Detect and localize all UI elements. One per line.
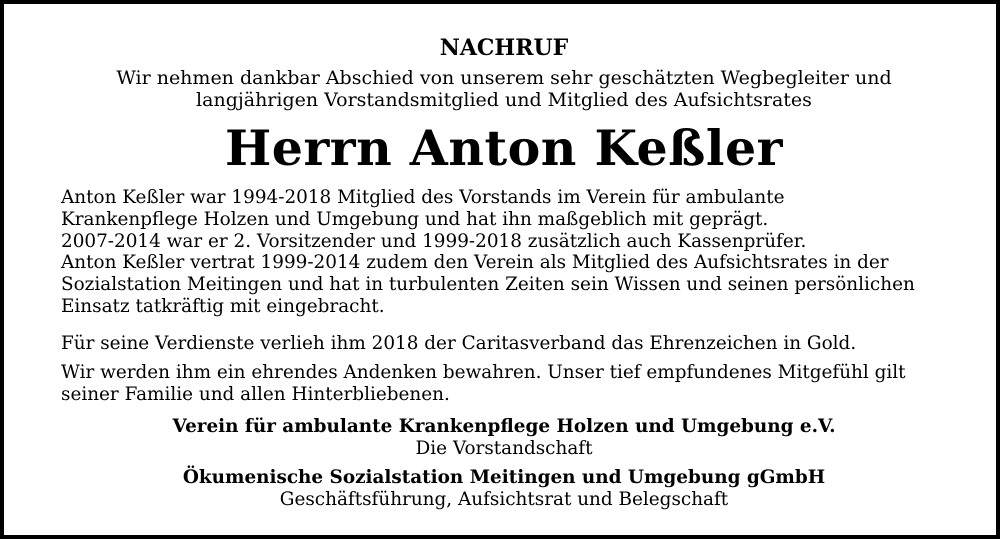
paragraph-line: Einsatz tatkräftig mit eingebracht. bbox=[61, 295, 385, 317]
paragraph-line: 2007-2014 war er 2. Vorsitzender und 1999-2018 zusätzlich auch Kassenprüfer. bbox=[61, 230, 807, 252]
honors-paragraph bbox=[61, 333, 961, 355]
paragraph-line: Sozialstation Meitingen und hat in turbulenten Zeiten sein Wissen und seinen persönlichen bbox=[61, 274, 915, 296]
intro-line: Wir nehmen dankbar Abschied von unserem sehr geschätzten Wegbegleiter und bbox=[116, 67, 892, 89]
paragraph-line: seiner Familie und allen Hinterbliebenen. bbox=[61, 383, 450, 405]
paragraph-line: Anton Keßler war 1994-2018 Mitglied des Vorstands im Verein für ambulante bbox=[61, 187, 785, 208]
paragraph-line: Für seine Verdienste verlieh ihm 2018 der Caritasverband das Ehrenzeichen in Gold. bbox=[61, 333, 857, 354]
intro-text bbox=[4, 67, 1000, 111]
intro-line: langjährigen Vorstandsmitglied und Mitglied des Aufsichtsrates bbox=[196, 89, 812, 111]
signature-group: Geschäftsführung, Aufsichtsrat und Belegschaft bbox=[279, 489, 729, 510]
signature-block bbox=[4, 467, 1000, 511]
paragraph-line: Anton Keßler vertrat 1999-2014 zudem den Verein als Mitglied des Aufsichtsrates in der bbox=[61, 252, 889, 274]
signature-group: Die Vorstandschaft bbox=[415, 438, 593, 459]
deceased-name: Herrn Anton Keßler bbox=[225, 119, 783, 177]
paragraph-line: Wir werden ihm ein ehrendes Andenken bewahren. Unser tief empfundenes Mitgefühl gilt bbox=[61, 362, 906, 383]
paragraph-line: Krankenpflege Holzen und Umgebung und hat ihn maßgeblich mit geprägt. bbox=[61, 208, 769, 230]
remembrance-paragraph bbox=[61, 362, 961, 406]
signature-block bbox=[4, 416, 1000, 460]
signature-organization: Verein für ambulante Krankenpflege Holzen und Umgebung e.V. bbox=[172, 416, 836, 437]
notice-heading: NACHRUF bbox=[439, 35, 569, 61]
biography-paragraph bbox=[61, 187, 961, 318]
signature-organization: Ökumenische Sozialstation Meitingen und Umgebung gGmbH bbox=[182, 467, 826, 488]
